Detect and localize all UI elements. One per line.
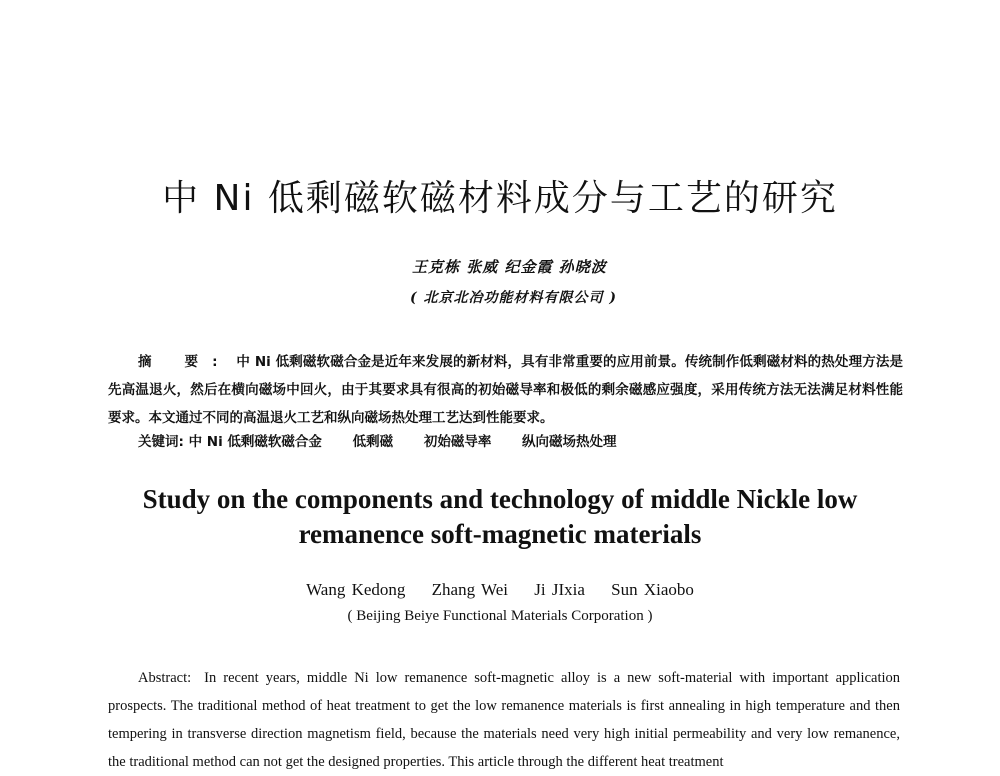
chinese-keyword: 低剩磁 bbox=[352, 434, 394, 450]
english-author: Ji JIxia bbox=[534, 580, 585, 599]
chinese-keyword: 中 Ni 低剩磁软磁合金 bbox=[188, 434, 322, 450]
english-affiliation: ( Beijing Beiye Functional Materials Corporation ) bbox=[347, 608, 653, 624]
english-author: Zhang Wei bbox=[431, 580, 508, 599]
english-author: Sun Xiaobo bbox=[611, 580, 694, 599]
chinese-authors: 王克栋 张威 纪金霞 孙晓波 bbox=[412, 258, 607, 276]
chinese-title: 中 Ni 低剩磁软磁材料成分与工艺的研究 bbox=[162, 178, 838, 219]
chinese-abstract-label: 摘 要: bbox=[138, 354, 232, 370]
english-abstract bbox=[108, 664, 900, 776]
english-abstract-text: In recent years, middle Ni low remanence soft-magnetic alloy is a new soft-material with important application prospects. The traditional method of heat treatment to get the low remanence materials is first annealing in high temperature and then tempering in transverse direction magnetism field, because the materials need very high initial permeability and very low remanence, the traditional method can not get the designed properties. This article through the different heat treatment bbox=[108, 670, 901, 770]
chinese-abstract bbox=[108, 348, 903, 432]
chinese-keyword: 纵向磁场热处理 bbox=[522, 434, 617, 450]
chinese-keywords bbox=[138, 430, 643, 450]
chinese-affiliation: ( 北京北冶功能材料有限公司 ) bbox=[410, 290, 617, 306]
english-abstract-label: Abstract: bbox=[138, 670, 192, 686]
english-authors bbox=[0, 580, 1000, 600]
english-author: Wang Kedong bbox=[306, 580, 406, 599]
chinese-keywords-label: 关键词: bbox=[138, 434, 184, 450]
chinese-abstract-text: 中 Ni 低剩磁软磁合金是近年来发展的新材料，具有非常重要的应用前景。传统制作低剩磁材料的热处理方法是先高温退火，然后在横向磁场中回火，由于其要求具有很高的初始磁导率和极低的剩余磁感应强度，采用传统方法无法满足材料性能要求。本文通过不同的高温退火工艺和纵向磁场热处理工艺达到性能要求。 bbox=[108, 354, 903, 426]
english-title: Study on the components and technology of middle Nickle low remanence soft-magnetic materials bbox=[142, 484, 858, 549]
chinese-keyword: 初始磁导率 bbox=[423, 434, 492, 450]
